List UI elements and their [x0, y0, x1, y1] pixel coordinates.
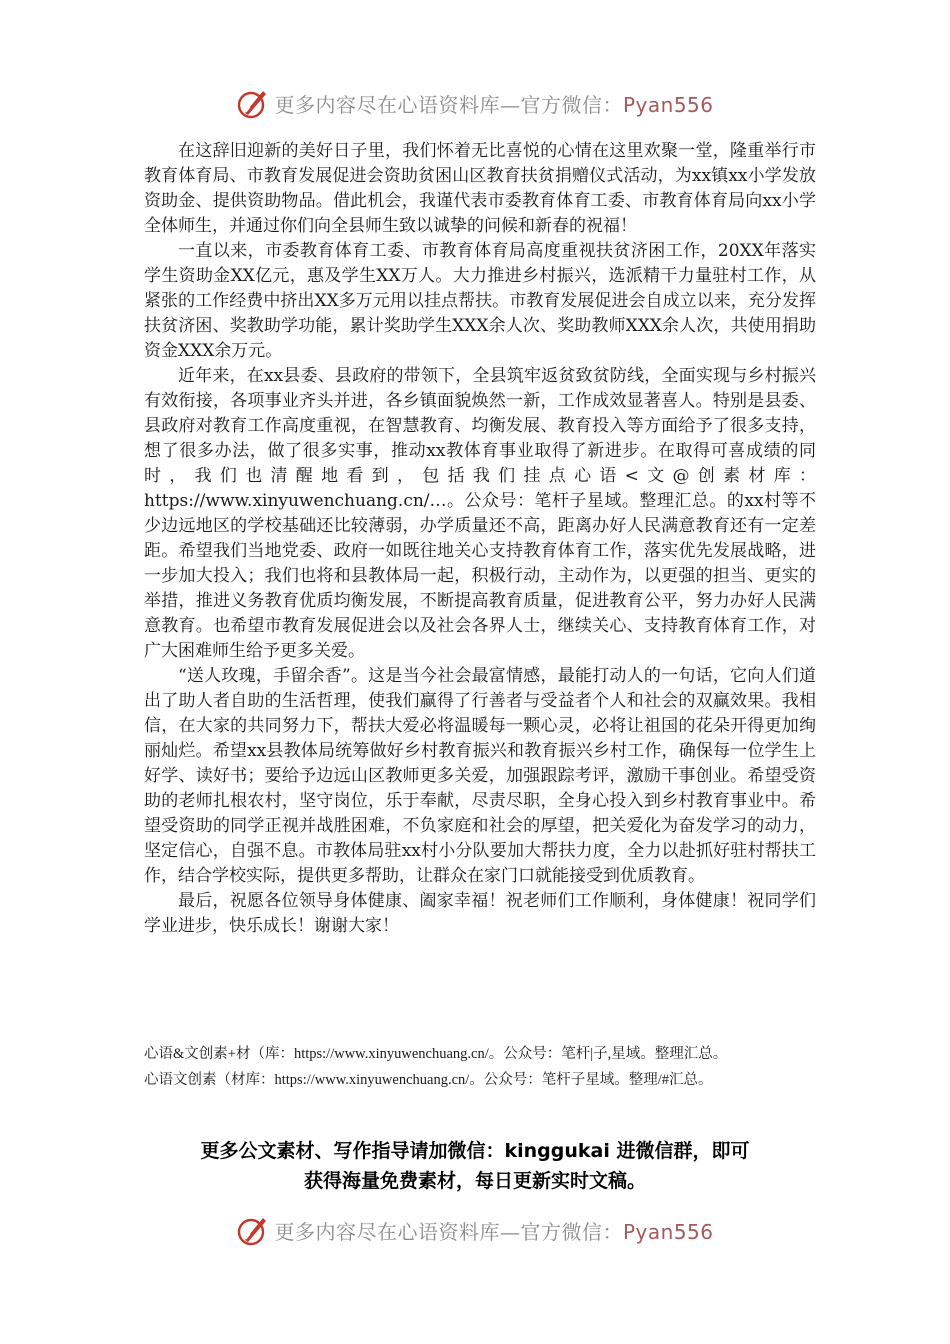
promo-block	[130, 1136, 820, 1196]
banner-label: 更多内容尽在心语资料库—官方微信：	[274, 1219, 623, 1244]
paragraph-5: 最后，祝愿各位领导身体健康、阖家幸福！祝老师们工作顺利，身体健康！祝同学们学业进步，快乐成长！谢谢大家！	[144, 891, 816, 936]
document-body	[144, 139, 816, 939]
promo-line-1: 更多公文素材、写作指导请加微信：kinggukai 进微信群，即可	[200, 1140, 750, 1162]
paragraph-2: 一直以来，市委教育体育工委、市教育体育局高度重视扶贫济困工作，20XX年落实学生资助金XX亿元，惠及学生XX万人。大力推进乡村振兴，选派精干力量驻村工作，从紧张的工作经费中挤出XX多万元用以挂点帮扶。市教育发展促进会自成立以来，充分发挥扶贫济困、奖教助学功能，累计奖助学生XXX余人次、奖助教师XXX余人次，共使用捐助资金XXX余万元。	[144, 241, 816, 361]
banner-label: 更多内容尽在心语资料库—官方微信：	[274, 92, 623, 117]
source-line-1: 心语&文创素+材（库：https://www.xinyuwenchuang.cn/。公众号：笔杆|子,星域。整理汇总。	[144, 1046, 728, 1062]
footer-banner	[0, 1208, 950, 1252]
banner-account: Pyan556	[622, 1219, 714, 1244]
banner-text	[274, 89, 713, 118]
promo-line-2: 获得海量免费素材，每日更新实时文稿。	[303, 1170, 646, 1192]
quill-logo-icon	[236, 1213, 270, 1247]
paragraph-4: “送人玫瑰，手留余香”。这是当今社会最富情感，最能打动人的一句话，它向人们道出了助人者自助的生活哲理，使我们赢得了行善者与受益者个人和社会的双赢效果。我相信，在大家的共同努力下，帮扶大爱必将温暖每一颗心灵，必将让祖国的花朵开得更加绚丽灿烂。希望xx县教体局统筹做好乡村教育振兴和教育振兴乡村工作，确保每一位学生上好学、读好书；要给予边远山区教师更多关爱，加强跟踪考评，激励干事创业。希望受资助的老师扎根农村，坚守岗位，乐于奉献，尽责尽职，全身心投入到乡村教育事业中。希望受资助的同学正视并战胜困难，不负家庭和社会的厚望，把关爱化为奋发学习的动力，坚定信心，自强不息。市教体局驻xx村小分队要加大帮扶力度，全力以赴抓好驻村帮扶工作，结合学校实际，提供更多帮助，让群众在家门口就能接受到优质教育。	[144, 666, 816, 886]
quill-logo-icon	[236, 86, 270, 120]
banner-text	[274, 1216, 713, 1245]
banner-account: Pyan556	[622, 92, 714, 117]
header-banner	[0, 81, 950, 125]
paragraph-3: 近年来，在xx县委、县政府的带领下，全县筑牢返贫致贫防线，全面实现与乡村振兴有效衔接，各项事业齐头并进，各乡镇面貌焕然一新，工作成效显著喜人。特别是县委、县政府对教育工作高度重视，在智慧教育、均衡发展、教育投入等方面给予了很多支持，想了很多办法，做了很多实事，推动xx教体育事业取得了新进步。在取得可喜成绩的同时，我们也清醒地看到，包括我们挂点心语<文@创素材库：https://www.xinyuwenchuang.cn/…。公众号：笔杆子星域。整理汇总。的xx村等不少边远地区的学校基础还比较薄弱，办学质量还不高，距离办好人民满意教育还有一定差距。希望我们当地党委、政府一如既往地关心支持教育体育工作，落实优先发展战略，进一步加大投入；我们也将和县教体局一起，积极行动，主动作为，以更强的担当、更实的举措，推进义务教育优质均衡发展，不断提高教育质量，促进教育公平，努力办好人民满意教育。也希望市教育发展促进会以及社会各界人士，继续关心、支持教育体育工作，对广大困难师生给予更多关爱。	[144, 366, 816, 661]
paragraph-1: 在这辞旧迎新的美好日子里，我们怀着无比喜悦的心情在这里欢聚一堂，隆重举行市教育体育局、市教育发展促进会资助贫困山区教育扶贫捐赠仪式活动，为xx镇xx小学发放资助金、提供资助物品。借此机会，我谨代表市委教育体育工委、市教育体育局向xx小学全体师生，并通过你们向全县师生致以诚挚的问候和新春的祝福！	[144, 141, 816, 236]
source-line-2: 心语文创素（材库：https://www.xinyuwenchuang.cn/。公众号：笔杆子星域。整理/#汇总。	[144, 1072, 713, 1088]
